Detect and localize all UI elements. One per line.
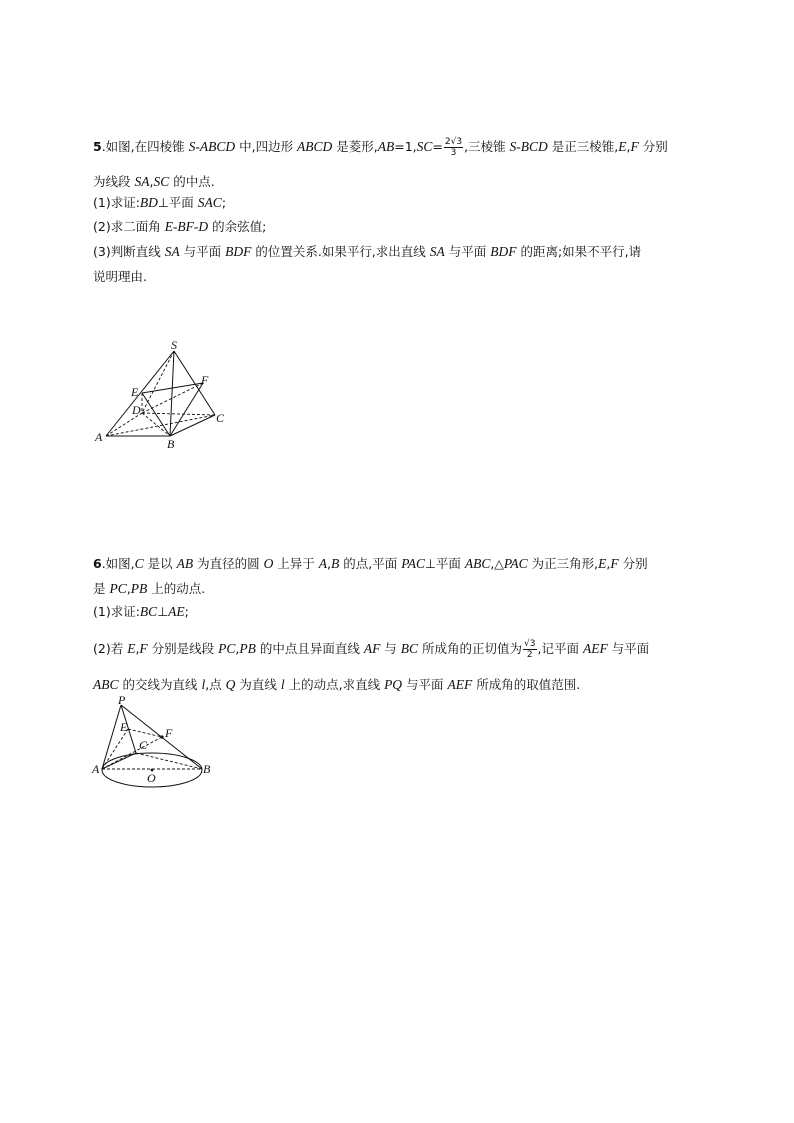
pyramid-figure [90, 335, 240, 455]
label-D: D [132, 403, 141, 417]
fraction: $\frac{2√3}{3}$ [444, 137, 463, 158]
edge-SC [174, 351, 215, 415]
problem-6-line-1: 6.如图,C 是以 AB 为直径的圆 O 上异于 A,B 的点,平面 PAC⊥平面 ABC,△PAC 为正三角形,E,F 分别 [93, 556, 648, 571]
problem-5-line-2: 为线段 SA,SC 的中点. [93, 174, 215, 189]
problem-6-line-5: ABC 的交线为直线 l,点 Q 为直线 l 上的动点,求直线 PQ 与平面 AEF 所成角的取值范围. [93, 677, 581, 692]
edge-DC [142, 413, 215, 415]
circle-pyramid-figure [90, 695, 220, 795]
problem-5-part-1: (1)求证:BD⊥平面 SAC; [93, 195, 227, 210]
fraction: $\frac{√3}{2}$ [524, 639, 536, 660]
label-E: E [131, 385, 139, 399]
label-E: E [120, 720, 128, 734]
problem-6-part-1: (1)求证:BC⊥AE; [93, 604, 189, 619]
label-C: C [139, 738, 148, 752]
problem-number: 6 [93, 556, 102, 571]
edge-AC [106, 415, 215, 436]
label-B: B [167, 437, 175, 451]
problem-number: 5 [93, 139, 102, 154]
point-F [160, 735, 163, 738]
problem-5-line-6: 说明理由. [93, 269, 147, 284]
edge-SA [106, 351, 174, 436]
label-F: F [201, 373, 209, 387]
label-A: A [92, 762, 100, 776]
problem-6-line-2: 是 PC,PB 上的动点. [93, 581, 206, 596]
problem-5-line-1: 5.如图,在四棱锥 S-ABCD 中,四边形 ABCD 是菱形,AB=1,SC= $\frac{2√3}{3}$ ,三棱锥 S-BCD 是正三棱锥,E,F 分别 [93, 137, 668, 158]
label-C: C [216, 411, 225, 425]
problem-6-part-2: (2)若 E,F 分别是线段 PC,PB 的中点且异面直线 AF 与 BC 所成角的正切值为 $\frac{√3}{2}$ ,记平面 AEF 与平面 [93, 639, 650, 660]
problem-5-part-2: (2)求二面角 E-BF-D 的余弦值; [93, 219, 267, 234]
label-F: F [165, 726, 173, 740]
label-P: P [118, 695, 126, 707]
problem-5-part-3: (3)判断直线 SA 与平面 BDF 的位置关系.如果平行,求出直线 SA 与平面 BDF 的距离;如果不平行,请 [93, 244, 642, 259]
edge-BE [142, 393, 170, 436]
edge-SD [142, 351, 174, 413]
edge-PA [102, 705, 121, 769]
label-A: A [95, 430, 103, 444]
label-O: O [147, 771, 156, 785]
label-S: S [171, 338, 177, 352]
label-B: B [203, 762, 211, 776]
